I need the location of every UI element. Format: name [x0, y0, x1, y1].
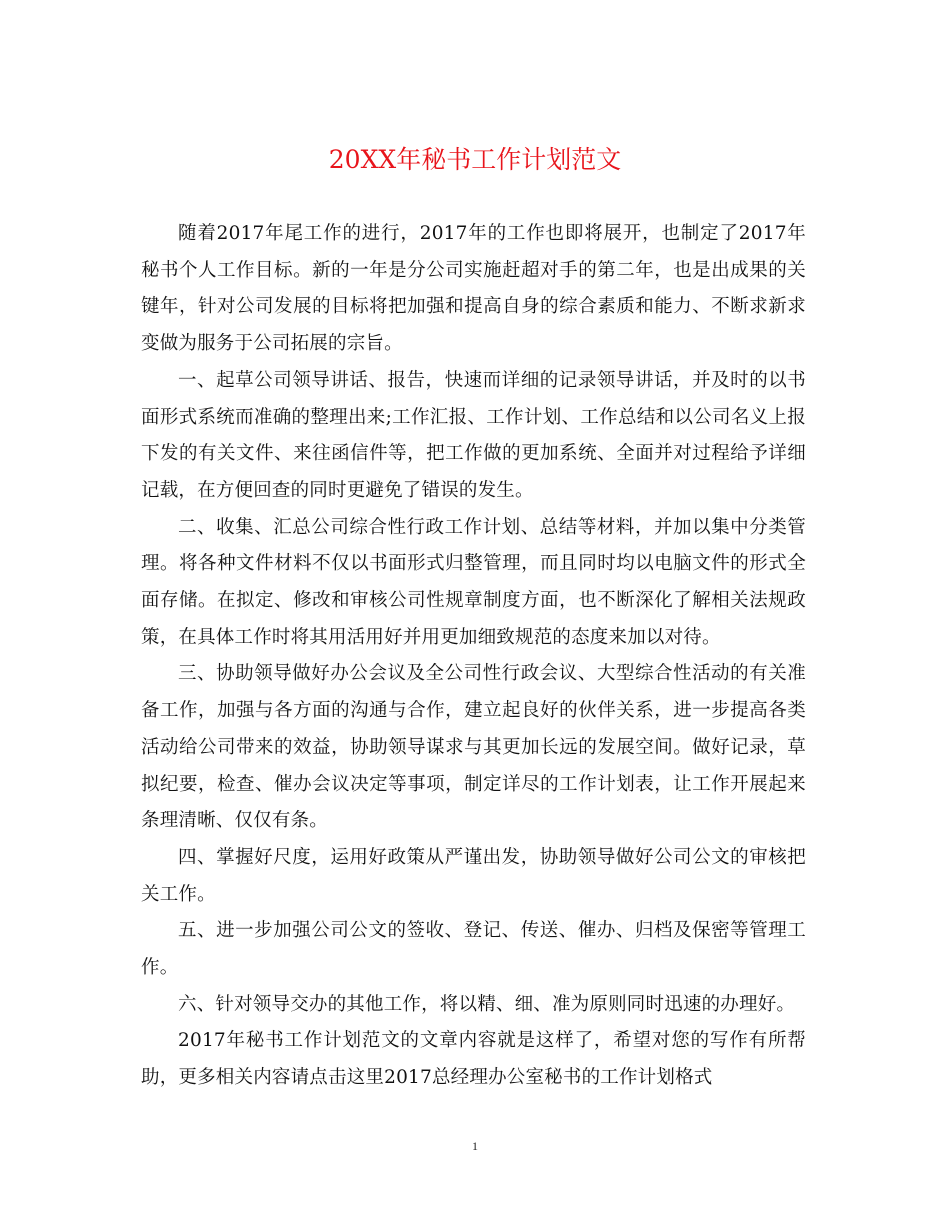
paragraph-closing: 2017年秘书工作计划范文的文章内容就是这样了，希望对您的写作有所帮助，更多相关内容请点击这里2017总经理办公室秘书的工作计划格式 — [141, 1030, 806, 1089]
page-number: 1 — [472, 1139, 478, 1153]
paragraph-item-6: 六、针对领导交办的其他工作，将以精、细、准为原则同时迅速的办理好。 — [178, 993, 796, 1015]
document-body — [141, 216, 806, 1097]
paragraph-item-2: 二、收集、汇总公司综合性行政工作计划、总结等材料，并加以集中分类管理。将各种文件材料不仅以书面形式归整管理，而且同时均以电脑文件的形式全面存储。在拟定、修改和审核公司性规章制度方面，也不断深化了解相关法规政策，在具体工作时将其用活用好并用更加细致规范的态度来加以对待。 — [141, 516, 806, 648]
paragraph-intro: 随着2017年尾工作的进行，2017年的工作也即将展开，也制定了2017年秘书个人工作目标。新的一年是分公司实施赶超对手的第二年，也是出成果的关键年，针对公司发展的目标将把加强和提高自身的综合素质和能力、不断求新求变做为服务于公司拓展的宗旨。 — [141, 223, 806, 355]
document-title: 20XX年秘书工作计划范文 — [328, 145, 622, 174]
paragraph-item-1: 一、起草公司领导讲话、报告，快速而详细的记录领导讲话，并及时的以书面形式系统而准确的整理出来;工作汇报、工作计划、工作总结和以公司名义上报下发的有关文件、来往函信件等，把工作做的更加系统、全面并对过程给予详细记载，在方便回查的同时更避免了错误的发生。 — [141, 369, 806, 501]
paragraph-item-4: 四、掌握好尺度，运用好政策从严谨出发，协助领导做好公司公文的审核把关工作。 — [141, 846, 806, 905]
paragraph-item-5: 五、进一步加强公司公文的签收、登记、传送、催办、归档及保密等管理工作。 — [141, 920, 806, 979]
paragraph-item-3: 三、协助领导做好办公会议及全公司性行政会议、大型综合性活动的有关准备工作，加强与各方面的沟通与合作，建立起良好的伙伴关系，进一步提高各类活动给公司带来的效益，协助领导谋求与其更加长远的发展空间。做好记录，草拟纪要，检查、催办会议决定等事项，制定详尽的工作计划表，让工作开展起来条理清晰、仅仅有条。 — [141, 663, 806, 832]
